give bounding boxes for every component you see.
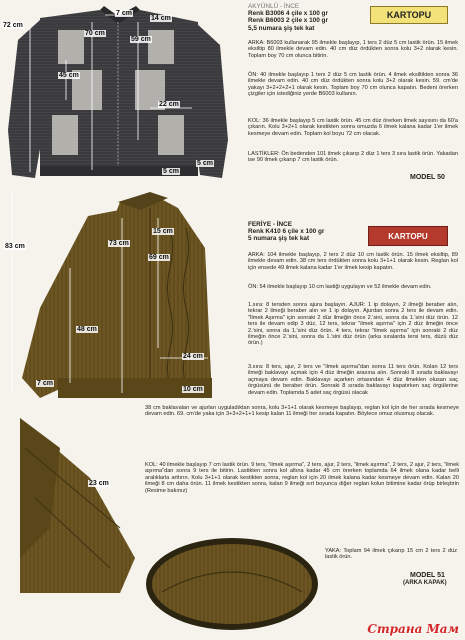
model50-yarn2: Renk B6003 2 çile x 100 gr (248, 17, 328, 25)
model50-lastikler: LASTİKLER: Ön bedenden 101 ilmek çıkarıp 2 düz 1 ters 3 sıra lastik örün. Yakadan ise 90 ilmek çıkarıp 7 cm lastik örün. (248, 151, 458, 164)
model50-dim-hem: 5 cm (163, 168, 179, 175)
model50-needle: 5,5 numara şiş tek kat (248, 24, 315, 32)
site-watermark: Страна Мам (367, 622, 459, 636)
model50-dim-length: 70 cm (85, 30, 105, 37)
model51-row3: 3.sıra: 8 ters, ajur, 2 ters ve "ilmek aşırma"dan sonra 11 ters örün. Kolan 12 ters ilmeği baklavayı açmak için 4 düz ilmeğin arasına alın. Sonraki 8 sırada baklavayı açmaya devam edin. Baklavayı açarken ortasından 4 düz ilmeklen olusan saç örgüsünü de beraber örün. Sonraki 8 sırada baklavayı kapatırken saç örgülerine devam edin. Toplamda 5 adet saç örgüsü olacak (248, 364, 458, 396)
model51-collar-detail (142, 532, 322, 632)
model50-label: MODEL 50 (410, 174, 445, 181)
model51-dim-hem: 10 cm (183, 386, 203, 393)
model50-dim-shoulder: 14 cm (151, 15, 171, 22)
model51-yaka: YAKA: Toplam 94 ilmek çıkarıp 15 cm 2 ters 2 düz lastik örün. (325, 548, 457, 561)
model51-dim-width: 24 cm (183, 353, 203, 360)
model51-on: ÖN: 54 ilmekle başlayıp 10 cm lastiği uygulayın ve 52 ilmekle devam edin. (248, 284, 432, 290)
model51-dim-sleeve: 83 cm (5, 243, 25, 250)
model51-dim-front: 69 cm (149, 254, 169, 261)
model51-continuation: 38 cm baklavaları ve ajurları uyguladıktan sonra, kolu 3+1+1 olarak kesmeye başlayıp, reglan kol için de her sırada kesmeye devam edin. 69. cm'de yaka için 3+3+2+1+1 kesip kalan 11 ilmeği her sırada kapatın. Böylece omuz olusmuş olacak. (145, 405, 459, 418)
model50-dim-sleeve: 72 cm (3, 22, 23, 29)
model50-arka: ARKA: B6003 kullanarak 95 ilmekle başlayıp, 1 ters 2 düz 5 cm lastik örün. 15 ilmek eksiltip 80 ilmekle devam edin. 40 cm düz ördükten sonra kolu 3+2 olarak kesin. Toplam boy 70 cm olunca bitirin. (248, 40, 458, 59)
model50-sweater-illustration (0, 0, 240, 185)
model50-dim-neck: 7 cm (116, 10, 132, 17)
model51-dim-raglan: 23 cm (89, 480, 109, 487)
model50-title: AKYÜNLÜ - İNCE (248, 3, 300, 10)
model51-dim-cuff: 7 cm (37, 380, 53, 387)
model50-dim-cuff: 5 cm (197, 160, 213, 167)
model50-dim-side: 45 cm (59, 72, 79, 79)
model51-arka: ARKA: 104 ilmekle başlayıp, 2 ters 2 düz 10 cm lastik örün. 15 ilmek eksiltip, 89 ilmekle devam edin. 38 cm ters ördükten sonra kolu 3+1+1 olarak kesin. Reglan kol için ensede 49 ilmek kalana kadar 1'er ilmek kesip kapatın. (248, 252, 458, 271)
model51-header (248, 221, 363, 243)
model51-dim-side: 48 cm (77, 326, 97, 333)
model51-brand-logo: KARTOPU (368, 226, 448, 246)
model51-cardigan-illustration (0, 188, 245, 403)
model51-title: FERİYE - İNCE (248, 221, 293, 228)
model51-dim-length: 73 cm (109, 240, 129, 247)
model51-needle: 5 numara şiş tek kat (248, 235, 310, 243)
model50-kol: KOL: 36 ilmekle başlayıp 5 cm lastik örün. 45 cm düz örerken ilmek sayısını da 60'a çıkarın. Kolu 3+2+1 olarak kestikten sonra omuzda 6 ilmek kalana kadar 1'er ilmek kesmeye devam edin. Toplam kol boyu 72 cm olacak. (248, 118, 458, 137)
model51-yarn: Renk K410 6 çile x 100 gr (248, 228, 325, 236)
model51-dim-collar: 15 cm (153, 228, 173, 235)
model51-label: MODEL 51 (410, 572, 445, 579)
model50-brand-logo: KARTOPU (370, 6, 448, 24)
model51-sleeve-detail (0, 408, 140, 598)
model51-row1: 1.sıra: 8 tersden sonra ajura başlayın. AJUR: 1 ip dolayın, 2 ilmeği beraber alın, tekrar 2 ilmeği beraber alın ve 1 ip dolayın. Ajurdan sonra 2 ters ile devam edin. "İlmek Aşırma" için sonraki 2 düz ilmeğin önce 2.'sini, sonra da 1.'sini düz örün. 12 ters ile devam edip 3 düz, 12 ters, tekrar "ilmek aşırma" için 2 düz ilmeğin önce 2.'sini, sonra da 1.'sini düz örün. 4 ters, tekrar "ilmek aşırma" için sonraki 2 düz ilmeğin önce 2.'sini, sonra da 1.'sini düz örün (arka sıralarda tersi ters, düzü düz örün.) (248, 302, 458, 347)
model50-yarn1: Renk B3006 4 çile x 100 gr (248, 10, 328, 18)
model50-header (248, 3, 358, 32)
model51-sublabel: (ARKA KAPAK) (403, 580, 447, 586)
model50-dim-width: 22 cm (159, 101, 179, 108)
model51-kol: KOL: 40 ilmekle başlayıp 7 cm lastik örün. 9 ters, "ilmek aşırma", 2 ters, ajur, 2 ters, "ilmek aşırma", 2 ters, 2 ajur, 2 ters, "ilmek aşırma"dan sonra 9 ters ile bitirin. Lastikten sonra kol altına kadar 45 cm örerken toplamda 64 ilmek olana kadar belli aralıklarla arttırın. Kolu 3+1+1 olarak kestikten sonra, reglan kol için 20 ilmek kalana kadar kesmeye devam edin. Kalan 20 ilmeği 8 cm daha örün. 11 ilmek kestikten sonra, kalan 9 ilmeği sırt boyunca diğer reglan kolun bitimine kadar örüp birleştirin (Resime bakınız) (145, 462, 459, 494)
model50-dim-front: 59 cm (131, 36, 151, 43)
model50-on: ÖN: 40 ilmekle başlayıp 1 ters 2 düz 5 cm lastik örün. 4 ilmek eksiltikten sonra 36 ilmekle devam edin. 40 cm düz ördükten sonra kolu 3+2 olarak kesin. 59. cm'de yakayı 3+2+2+2+1 olarak kesin. Toplam boy 70 cm olunca kapatın. Bedeni örerken çizgiler için istediğiniz yerde B6003 kullanın. (248, 72, 458, 98)
